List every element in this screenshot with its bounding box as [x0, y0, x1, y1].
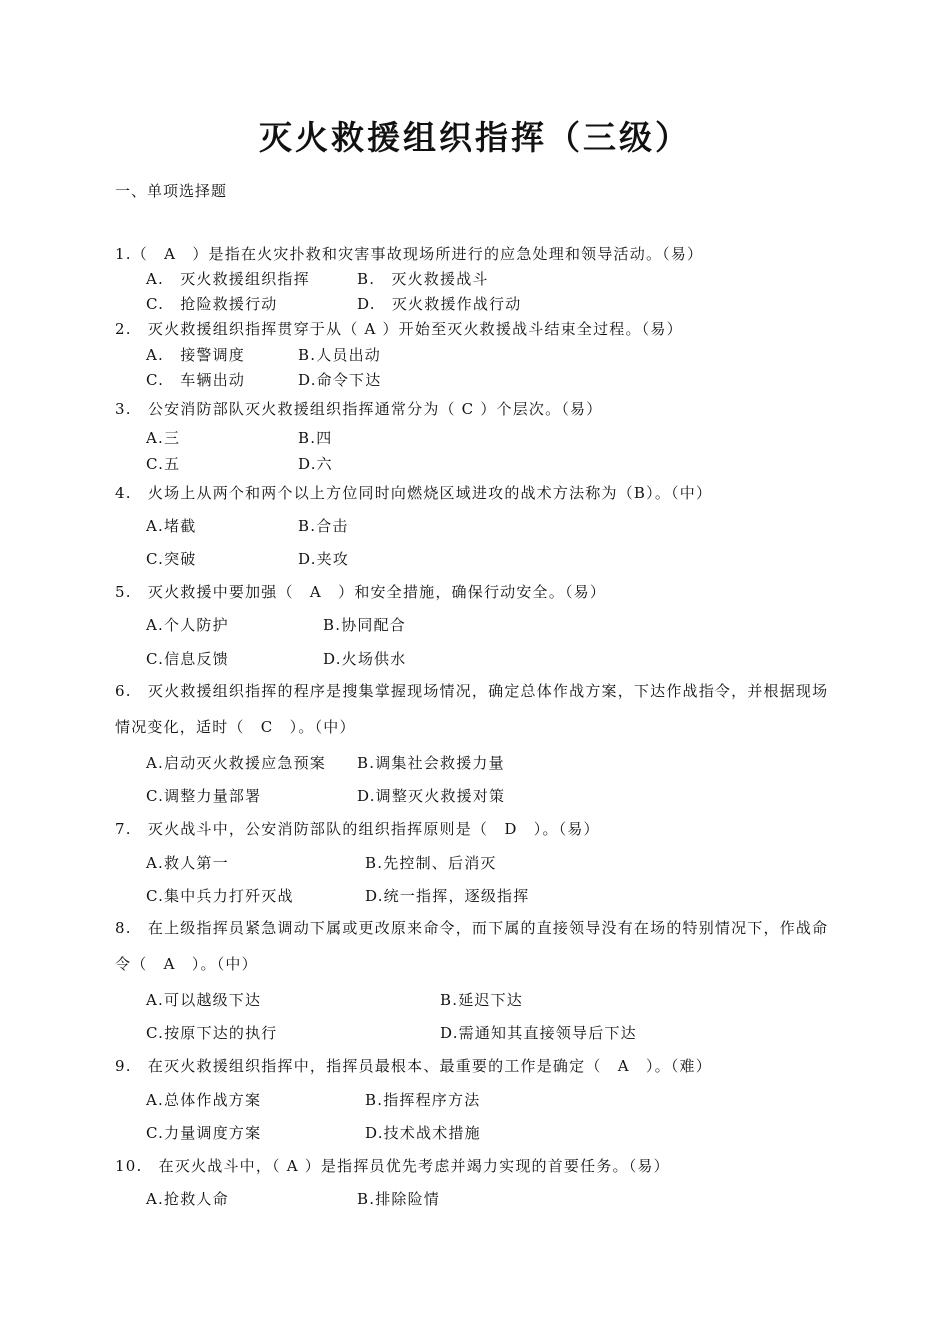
q10-option-b: B.排除险情	[357, 1190, 440, 1208]
q8-option-c: C.按原下达的执行	[146, 1024, 278, 1042]
q2-option-d: D.命令下达	[298, 371, 382, 389]
question-4: 4. 火场上从两个和两个以上方位同时向燃烧区域进攻的战术方法称为（B）。（中）	[115, 484, 713, 502]
q9-option-a: A.总体作战方案	[146, 1091, 262, 1109]
q7-option-c: C.集中兵力打歼灭战	[146, 887, 294, 905]
q2-option-a: A. 接警调度	[146, 346, 246, 364]
q3-option-b: B.四	[298, 429, 333, 447]
q5-option-b: B.协同配合	[323, 616, 406, 634]
q4-option-c: C.突破	[146, 550, 197, 568]
q4-option-b: B.合击	[298, 517, 349, 535]
question-5: 5. 灭火救援中要加强（ A ）和安全措施，确保行动安全。（易）	[115, 583, 607, 601]
question-1: 1.（ A ）是指在火灾扑救和灾害事故现场所进行的应急处理和领导活动。（易）	[115, 245, 704, 263]
q5-option-c: C.信息反馈	[146, 650, 229, 668]
q8-option-a: A.可以越级下达	[146, 991, 262, 1009]
q6-option-b: B.调集社会救援力量	[357, 754, 505, 772]
q7-option-d: D.统一指挥，逐级指挥	[365, 887, 530, 905]
q6-option-c: C.调整力量部署	[146, 787, 262, 805]
q10-option-a: A.抢救人命	[146, 1190, 229, 1208]
q5-option-a: A.个人防护	[146, 616, 229, 634]
question-7: 7. 灭火战斗中，公安消防部队的组织指挥原则是（ D ）。（易）	[115, 820, 600, 838]
q5-option-d: D.火场供水	[323, 650, 407, 668]
question-9: 9. 在灭火救援组织指挥中，指挥员最根本、最重要的工作是确定（ A ）。（难）	[115, 1057, 712, 1075]
q6-option-d: D.调整灭火救援对策	[357, 787, 506, 805]
question-6: 6. 灭火救援组织指挥的程序是搜集掌握现场情况，确定总体作战方案，下达作战指令，并根据现场情况变化，适时（ C ）。（中）	[115, 682, 829, 736]
q7-option-a: A.救人第一	[146, 854, 229, 872]
section-heading: 一、单项选择题	[115, 182, 228, 200]
question-10: 10. 在灭火战斗中，（ A ）是指挥员优先考虑并竭力实现的首要任务。（易）	[115, 1157, 670, 1175]
q4-option-d: D.夹攻	[298, 550, 350, 568]
q7-option-b: B.先控制、后消灭	[365, 854, 497, 872]
document-title: 灭火救援组织指挥（三级）	[259, 118, 691, 157]
q1-option-b: B. 灭火救援战斗	[357, 270, 489, 288]
q4-option-a: A.堵截	[146, 517, 197, 535]
question-2: 2. 灭火救援组织指挥贯穿于从（ A ）开始至灭火救援战斗结束全过程。（易）	[115, 320, 683, 338]
q3-option-d: D.六	[298, 455, 333, 473]
question-3: 3. 公安消防部队灭火救援组织指挥通常分为（ C ）个层次。（易）	[115, 400, 603, 418]
q1-option-d: D. 灭火救援作战行动	[357, 295, 522, 313]
question-8: 8. 在上级指挥员紧急调动下属或更改原来命令，而下属的直接领导没有在场的特别情况下，作战命令（ A ）。（中）	[115, 919, 829, 973]
q6-option-a: A.启动灭火救援应急预案	[146, 754, 327, 772]
q3-option-c: C.五	[146, 455, 181, 473]
q2-option-c: C. 车辆出动	[146, 371, 246, 389]
q9-option-c: C.力量调度方案	[146, 1124, 262, 1142]
q1-option-c: C. 抢险救援行动	[146, 295, 278, 313]
q8-option-d: D.需通知其直接领导后下达	[440, 1024, 637, 1042]
q9-option-b: B.指挥程序方法	[365, 1091, 481, 1109]
q1-option-a: A. 灭火救援组织指挥	[146, 270, 310, 288]
q8-option-b: B.延迟下达	[440, 991, 523, 1009]
q2-option-b: B.人员出动	[298, 346, 381, 364]
q3-option-a: A.三	[146, 429, 181, 447]
q9-option-d: D.技术战术措施	[365, 1124, 481, 1142]
